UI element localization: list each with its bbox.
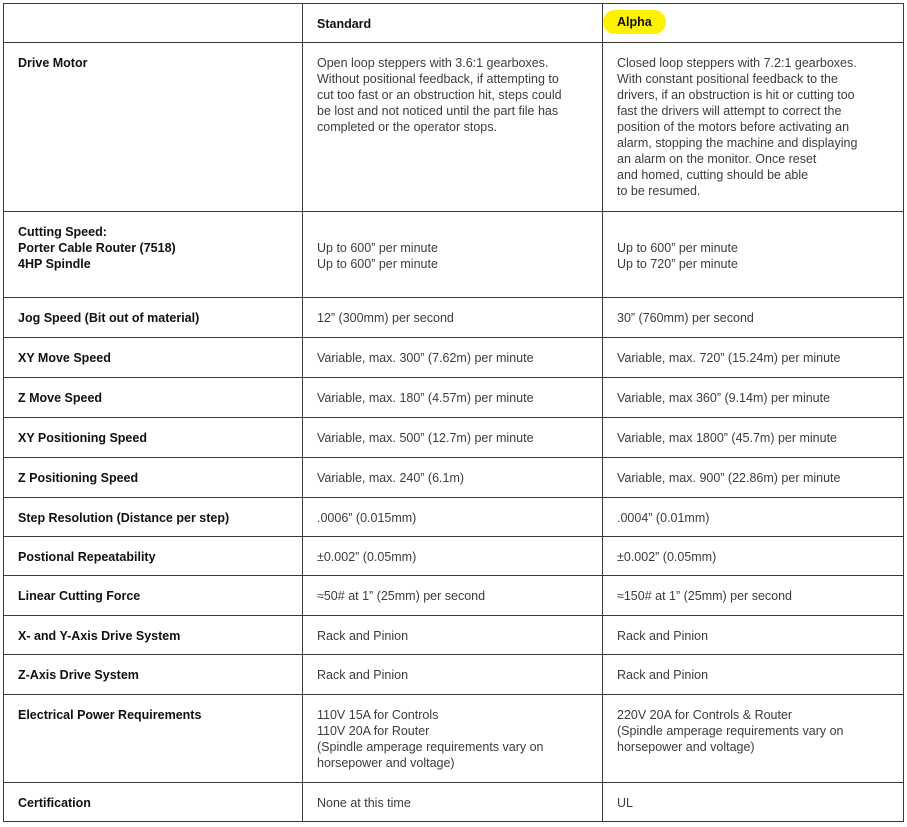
- spec-label-line: Electrical Power Requirements: [18, 708, 202, 722]
- standard-value-line: 110V 15A for Controls: [317, 708, 439, 722]
- spec-label: [4, 43, 302, 71]
- standard-value-line: Open loop steppers with 3.6:1 gearboxes.: [317, 56, 549, 70]
- spec-label-line: Jog Speed (Bit out of material): [18, 311, 200, 325]
- alpha-value-line: Variable, max. 900” (22.86m) per minute: [617, 471, 841, 485]
- header-standard: Standard: [317, 17, 372, 31]
- standard-value-line: cut too fast or an obstruction hit, steps could: [317, 88, 562, 102]
- spec-label: [4, 212, 302, 272]
- spec-label-cell: [4, 695, 303, 783]
- standard-value-line: Rack and Pinion: [317, 668, 409, 682]
- alpha-value-line: Rack and Pinion: [617, 668, 709, 682]
- alpha-value-cell: [603, 537, 904, 576]
- alpha-value-line: .0004” (0.01mm): [617, 511, 710, 525]
- header-alpha-highlighted: Alpha: [603, 10, 666, 34]
- standard-value: [303, 298, 602, 326]
- standard-value-line: Variable, max. 180” (4.57m) per minute: [317, 391, 534, 405]
- standard-value: [303, 212, 602, 272]
- standard-value-cell: [303, 576, 603, 616]
- alpha-value-cell: [603, 783, 904, 822]
- alpha-value-line: 30” (760mm) per second: [617, 311, 754, 325]
- alpha-value-line: horsepower and voltage): [617, 740, 755, 754]
- standard-value: [303, 537, 602, 565]
- standard-value-cell: [303, 616, 603, 655]
- spec-row: [4, 338, 904, 378]
- spec-label-cell: [4, 43, 303, 212]
- spec-label-cell: [4, 418, 303, 458]
- spec-row: [4, 783, 904, 822]
- alpha-value: [603, 212, 903, 272]
- standard-value: [303, 418, 602, 446]
- spec-label-line: Z Positioning Speed: [18, 471, 139, 485]
- standard-value-line: (Spindle amperage requirements vary on: [317, 740, 544, 754]
- alpha-value-line: fast the drivers will attempt to correct the: [617, 104, 842, 118]
- alpha-value-line: Closed loop steppers with 7.2:1 gearboxes.: [617, 56, 857, 70]
- spec-label-line: Porter Cable Router (7518): [18, 241, 176, 255]
- spec-row: [4, 43, 904, 212]
- spec-label-line: Z-Axis Drive System: [18, 668, 139, 682]
- alpha-value: [603, 537, 903, 565]
- standard-value-line: 12” (300mm) per second: [317, 311, 454, 325]
- spec-label: [4, 783, 302, 811]
- standard-value-line: ≈50# at 1” (25mm) per second: [317, 589, 486, 603]
- standard-value-line: horsepower and voltage): [317, 756, 455, 770]
- spec-row: [4, 695, 904, 783]
- spec-label-cell: [4, 378, 303, 418]
- spec-label-line: X- and Y-Axis Drive System: [18, 629, 181, 643]
- alpha-value-line: Variable, max 1800” (45.7m) per minute: [617, 431, 838, 445]
- standard-value: [303, 43, 602, 135]
- standard-value: [303, 498, 602, 526]
- standard-value-line: .0006” (0.015mm): [317, 511, 417, 525]
- alpha-value: [603, 498, 903, 526]
- alpha-value: [603, 338, 903, 366]
- spec-row: [4, 298, 904, 338]
- alpha-value-cell: [603, 458, 904, 498]
- spec-label-line: Postional Repeatability: [18, 550, 156, 564]
- alpha-value-cell: [603, 576, 904, 616]
- spec-label-cell: [4, 338, 303, 378]
- standard-value-line: 110V 20A for Router: [317, 724, 430, 738]
- spec-rows: [4, 43, 904, 822]
- alpha-value: [603, 298, 903, 326]
- standard-value-line: None at this time: [317, 796, 411, 810]
- spec-label-line: XY Positioning Speed: [18, 431, 147, 445]
- spec-label-line: Certification: [18, 796, 91, 810]
- alpha-value-line: With constant positional feedback to the: [617, 72, 838, 86]
- spec-label: [4, 338, 302, 366]
- alpha-value-cell: [603, 695, 904, 783]
- alpha-value-line: Up to 600” per minute: [617, 241, 738, 255]
- spec-label-cell: [4, 655, 303, 695]
- alpha-value-line: (Spindle amperage requirements vary on: [617, 724, 844, 738]
- standard-value-line: Rack and Pinion: [317, 629, 409, 643]
- alpha-value: [603, 458, 903, 486]
- spec-label-line: 4HP Spindle: [18, 257, 91, 271]
- alpha-value-cell: [603, 655, 904, 695]
- alpha-value: [603, 783, 903, 811]
- standard-value-cell: [303, 43, 603, 212]
- spec-label-cell: [4, 783, 303, 822]
- alpha-value-cell: [603, 338, 904, 378]
- spec-row: [4, 576, 904, 616]
- spec-label-line: Step Resolution (Distance per step): [18, 511, 230, 525]
- spec-label-cell: [4, 212, 303, 298]
- alpha-value-line: Variable, max. 720” (15.24m) per minute: [617, 351, 841, 365]
- standard-value-cell: [303, 378, 603, 418]
- standard-value-line: Up to 600” per minute: [317, 241, 438, 255]
- alpha-value-line: Up to 720” per minute: [617, 257, 738, 271]
- header-standard-cell: [303, 4, 603, 43]
- spec-label-cell: [4, 576, 303, 616]
- standard-value-line: Variable, max. 500” (12.7m) per minute: [317, 431, 534, 445]
- alpha-value: [603, 655, 903, 683]
- standard-value-cell: [303, 338, 603, 378]
- spec-comparison-table: [3, 3, 904, 822]
- spec-label: [4, 576, 302, 604]
- alpha-value-line: 220V 20A for Controls & Router: [617, 708, 793, 722]
- spec-label: [4, 498, 302, 526]
- alpha-value-cell: [603, 378, 904, 418]
- spec-row: [4, 616, 904, 655]
- header-alpha-cell: [603, 4, 904, 43]
- spec-label-line: Linear Cutting Force: [18, 589, 141, 603]
- alpha-value: [603, 378, 903, 406]
- spec-label: [4, 616, 302, 644]
- alpha-value-line: and homed, cutting should be able: [617, 168, 809, 182]
- alpha-value-line: alarm, stopping the machine and displaying: [617, 136, 858, 150]
- spec-label: [4, 695, 302, 723]
- standard-value-line: be lost and not noticed until the part file has: [317, 104, 559, 118]
- standard-value: [303, 616, 602, 644]
- standard-value-cell: [303, 418, 603, 458]
- alpha-value-cell: [603, 298, 904, 338]
- spec-label-cell: [4, 458, 303, 498]
- standard-value: [303, 338, 602, 366]
- alpha-value-cell: [603, 43, 904, 212]
- spec-label-line: Z Move Speed: [18, 391, 103, 405]
- standard-value: [303, 378, 602, 406]
- standard-value-cell: [303, 655, 603, 695]
- alpha-value-line: drivers, if an obstruction is hit or cutting too: [617, 88, 855, 102]
- spec-label: [4, 655, 302, 683]
- alpha-value-cell: [603, 212, 904, 298]
- spec-row: [4, 655, 904, 695]
- alpha-value-line: ±0.002” (0.05mm): [617, 550, 717, 564]
- standard-value-line: Variable, max. 240” (6.1m): [317, 471, 465, 485]
- standard-value-line: completed or the operator stops.: [317, 120, 497, 134]
- spec-label-cell: [4, 498, 303, 537]
- spec-label-cell: [4, 537, 303, 576]
- standard-value-cell: [303, 298, 603, 338]
- spec-row: [4, 378, 904, 418]
- standard-value-line: Without positional feedback, if attempting to: [317, 72, 559, 86]
- standard-value: [303, 695, 602, 771]
- standard-value-cell: [303, 498, 603, 537]
- alpha-value: [603, 43, 903, 199]
- standard-value-line: Up to 600” per minute: [317, 257, 438, 271]
- standard-value-cell: [303, 458, 603, 498]
- spec-label: [4, 378, 302, 406]
- alpha-value-line: Rack and Pinion: [617, 629, 709, 643]
- spec-row: [4, 498, 904, 537]
- standard-value-cell: [303, 783, 603, 822]
- alpha-value-line: position of the motors before activating an: [617, 120, 850, 134]
- spec-row: [4, 458, 904, 498]
- standard-value: [303, 458, 602, 486]
- standard-value-line: ±0.002” (0.05mm): [317, 550, 417, 564]
- alpha-value: [603, 616, 903, 644]
- spec-label-line: Drive Motor: [18, 56, 88, 70]
- spec-label-line: XY Move Speed: [18, 351, 111, 365]
- alpha-value-line: to be resumed.: [617, 184, 701, 198]
- alpha-value: [603, 418, 903, 446]
- standard-value-cell: [303, 695, 603, 783]
- standard-value-cell: [303, 212, 603, 298]
- alpha-value-line: ≈150# at 1” (25mm) per second: [617, 589, 792, 603]
- spec-label: [4, 418, 302, 446]
- spec-row: [4, 537, 904, 576]
- spec-row: [4, 212, 904, 298]
- header-empty-cell: [4, 4, 303, 43]
- standard-value: [303, 576, 602, 604]
- standard-value-cell: [303, 537, 603, 576]
- alpha-value-line: UL: [617, 796, 633, 810]
- standard-value: [303, 783, 602, 811]
- spec-label: [4, 458, 302, 486]
- alpha-value-line: Variable, max 360” (9.14m) per minute: [617, 391, 831, 405]
- alpha-value-cell: [603, 616, 904, 655]
- alpha-value-line: an alarm on the monitor. Once reset: [617, 152, 817, 166]
- spec-label: [4, 298, 302, 326]
- alpha-value: [603, 576, 903, 604]
- spec-label: [4, 537, 302, 565]
- standard-value-line: Variable, max. 300” (7.62m) per minute: [317, 351, 534, 365]
- alpha-value: [603, 695, 903, 755]
- spec-label-cell: [4, 616, 303, 655]
- alpha-value-cell: [603, 418, 904, 458]
- spec-row: [4, 418, 904, 458]
- header-row: [4, 4, 904, 43]
- standard-value: [303, 655, 602, 683]
- spec-label-line: Cutting Speed:: [18, 225, 107, 239]
- spec-label-cell: [4, 298, 303, 338]
- alpha-value-cell: [603, 498, 904, 537]
